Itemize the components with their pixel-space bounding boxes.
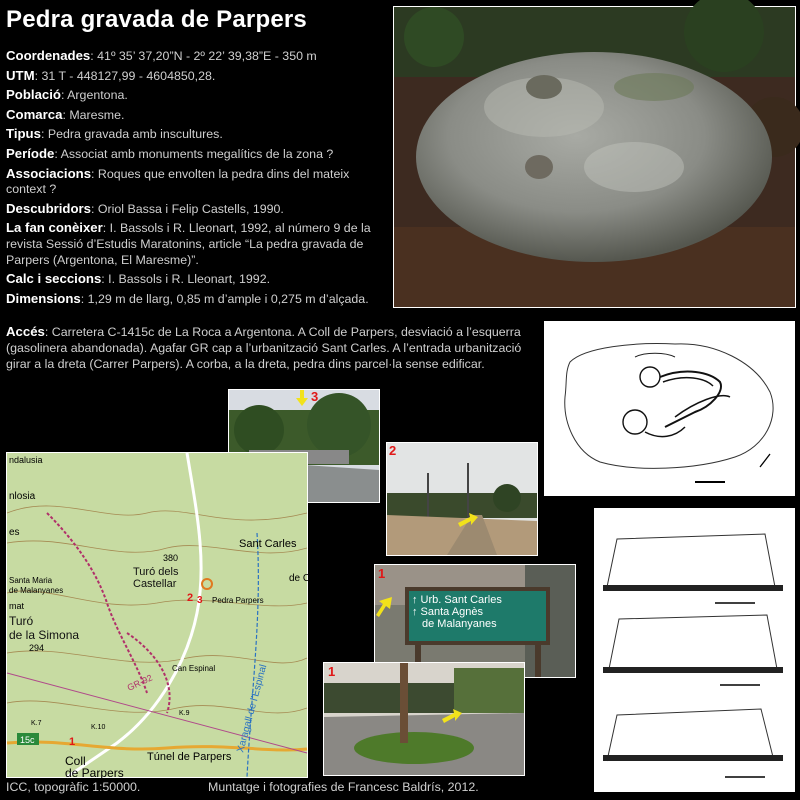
field-comarca: Comarca: Maresme.: [6, 106, 125, 122]
arrow-down-icon: [296, 390, 308, 406]
photo-2-number: 2: [389, 443, 397, 458]
field-calc-i-seccions: Calc i seccions: I. Bassols i R. Lleonart, 1992.: [6, 271, 271, 287]
map-label-de-malanyanes: de Malanyanes: [9, 586, 64, 595]
calc-drawing: [544, 321, 795, 496]
map-label-294: 294: [29, 643, 45, 653]
field-acces: Accés: Carretera C-1415c de La Roca a Argentona. A Coll de Parpers, desviació a l’esquerra (gasolinera abandonada). Agafar GR cap a l’urbanització Sant Carles. A l’entrada urbanització girar a la dreta (Carrer Parpers). A corba, a la dreta, pedra dins parcel·la sense edificar.: [6, 324, 522, 371]
sign-text: ↑ Urb. Sant Carles ↑ Santa Agnès de Malanyanes: [412, 594, 502, 630]
caption-left: ICC, topogràfic 1:50000.: [6, 780, 141, 794]
map-label-castellar: Castellar: [133, 578, 177, 590]
field-dimensions: Dimensions: 1,29 m de llarg, 0,85 m d’ample i 0,275 m d’alçada.: [6, 290, 369, 306]
map-label-mat: mat: [9, 601, 25, 611]
photo-1b-number: 1: [328, 664, 336, 679]
map-label-de-parpers: de Parpers: [65, 766, 124, 780]
map-label-sant-carles: Sant Carles: [239, 538, 297, 550]
page-title: Pedra gravada de Parpers: [6, 6, 307, 33]
sections-drawing: [594, 508, 795, 792]
field-descubridors: Descubridors: Oriol Bassa i Felip Castells, 1990.: [6, 200, 284, 216]
map-label-can-espinal: Can Espinal: [172, 664, 216, 673]
map-label-xaragall: Xaragall de l’Espinal: [235, 663, 270, 754]
map-marker-1: 1: [69, 736, 76, 748]
photo-3-number: 3: [311, 389, 319, 404]
map-marker-2: 2: [187, 592, 194, 604]
field-utm: UTM: 31 T - 448127,99 - 4604850,28.: [6, 67, 216, 83]
map-marker-3: 3: [197, 595, 203, 606]
map-label-k10: K.10: [91, 724, 106, 731]
topographic-map: [6, 452, 311, 780]
map-label-380: 380: [163, 553, 179, 563]
arrow-right-icon: [458, 513, 478, 527]
field-la-fan-coneixer: La fan conèixer: I. Bassols i R. Lleonart, 1992, al número 9 de la revista Sessió d’Estudis Maratonins, article “La pedra gravada de Parpers (Argentona, El Maresme)”.: [6, 220, 371, 267]
field-periode: Període: Associat amb monuments megalítics de la zona ?: [6, 145, 334, 161]
field-associacions: Associacions: Roques que envolten la pedra dins del mateix context ?: [6, 165, 350, 197]
map-label-k7: K.7: [31, 720, 42, 727]
map-label-pedra-parpers: Pedra Parpers: [212, 596, 264, 605]
map-label-15c: 15c: [20, 735, 35, 745]
map-label-tunel: Túnel de Parpers: [147, 751, 232, 763]
photo-2: [386, 442, 538, 556]
map-label-nlosia: nlosia: [9, 491, 36, 502]
field-coordenades: Coordenades: 41º 35’ 37,20”N - 2º 22’ 39,38”E - 350 m: [6, 48, 317, 63]
field-poblacio: Població: Argentona.: [6, 87, 128, 103]
map-label-k9: K.9: [179, 710, 190, 717]
map-label-ndalusia: ndalusia: [9, 455, 43, 465]
map-label-coll: Coll: [65, 754, 86, 768]
stone-photo: [393, 6, 796, 308]
map-label-es: es: [9, 527, 20, 538]
map-label-turo-dels: Turó dels: [133, 566, 179, 578]
map-label-de-c: de C: [289, 573, 311, 584]
arrow-right-icon-2: [442, 709, 462, 723]
arrow-up-right-icon: [376, 597, 392, 617]
info-block: [6, 48, 384, 310]
photo-1b: [323, 662, 525, 776]
map-label-de-la-simona: de la Simona: [9, 628, 80, 642]
field-tipus: Tipus: Pedra gravada amb inscultures.: [6, 126, 223, 142]
map-label-turo: Turó: [9, 614, 34, 628]
photo-1a-number: 1: [378, 566, 386, 581]
map-label-gr92: GR-92: [125, 672, 154, 693]
caption-right: Muntatge i fotografies de Francesc Baldrís, 2012.: [208, 780, 479, 794]
map-label-santa-maria: Santa Maria: [9, 576, 53, 585]
